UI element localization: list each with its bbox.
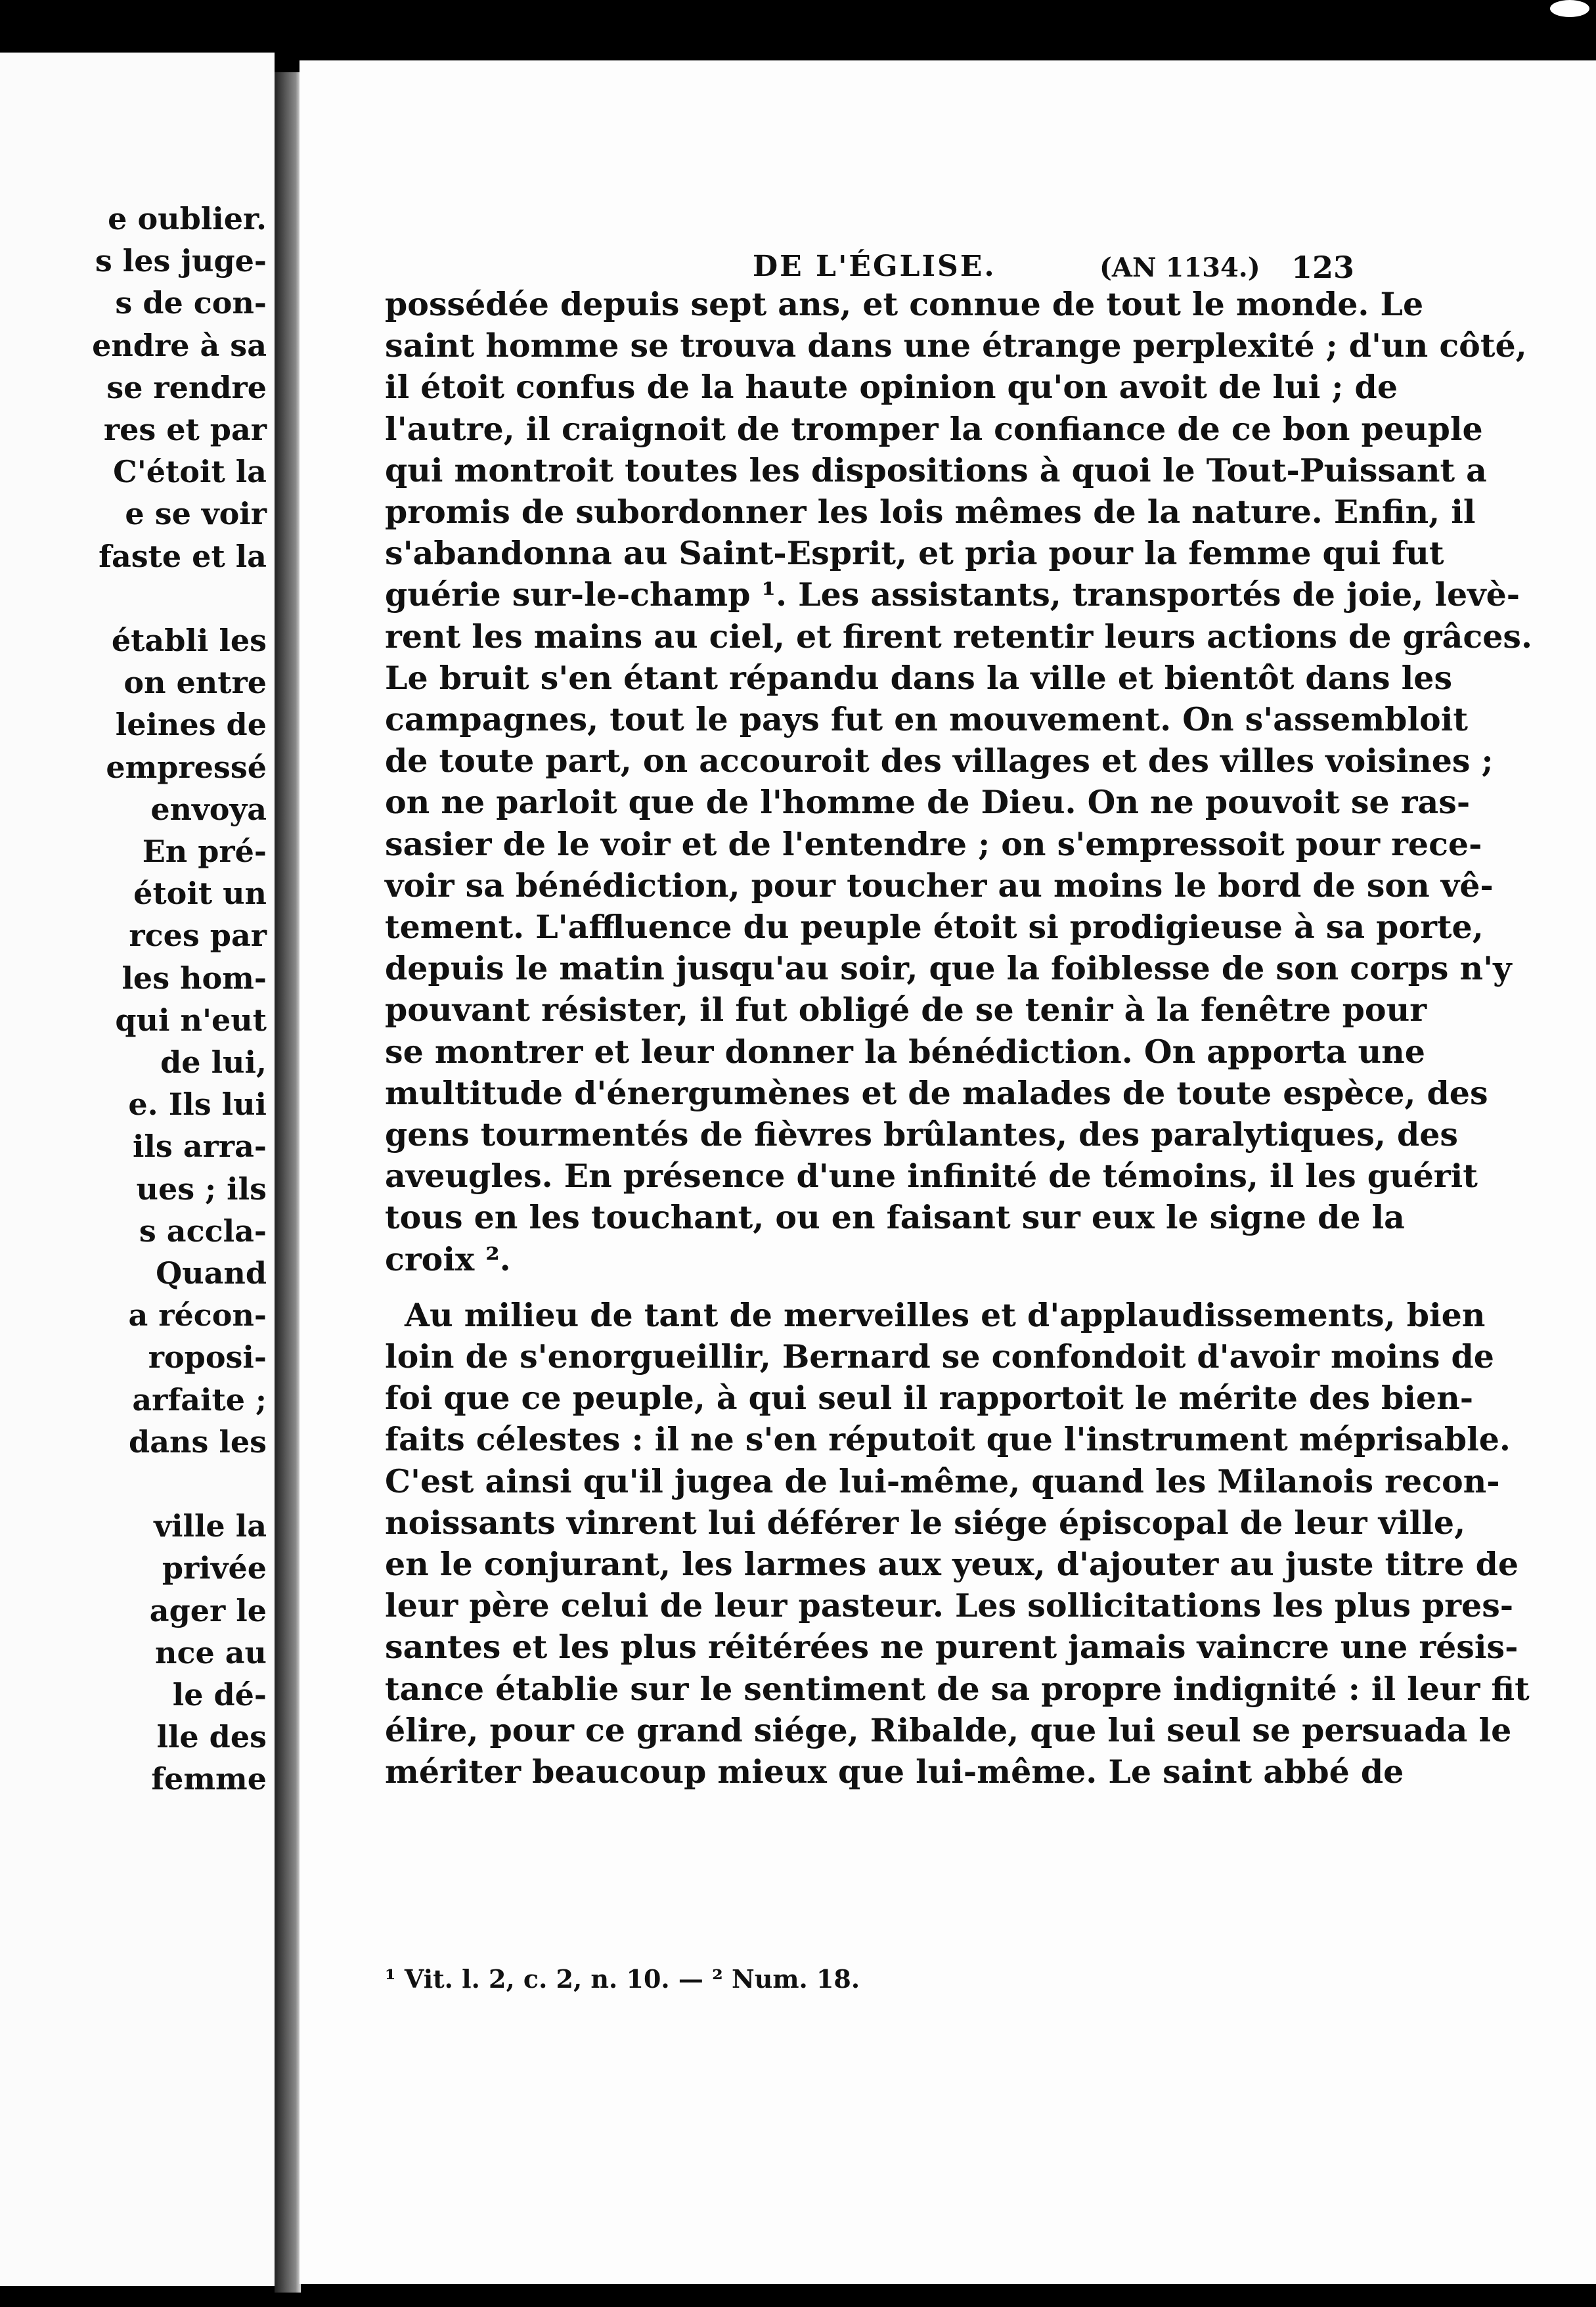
body-line: tance établie sur le sentiment de sa propre indignité : il leur fit — [385, 1669, 1530, 1708]
left-page-line: rces par — [129, 918, 267, 954]
left-page-line: on entre — [123, 665, 267, 701]
body-line: Au milieu de tant de merveilles et d'applaudissements, bien — [405, 1295, 1486, 1334]
left-page-line: s accla- — [139, 1213, 267, 1249]
body-line: santes et les plus réitérées ne purent jamais vaincre une résis- — [385, 1628, 1518, 1667]
left-page-line: le dé- — [172, 1677, 267, 1713]
left-page-line: faste et la — [99, 538, 267, 574]
body-line: il étoit confus de la haute opinion qu'on avoit de lui ; de — [385, 368, 1398, 407]
body-line: noissants vinrent lui déférer le siége épiscopal de leur ville, — [385, 1503, 1466, 1542]
body-line: mériter beaucoup mieux que lui-même. Le saint abbé de — [385, 1753, 1404, 1791]
body-line: tous en les touchant, ou en faisant sur eux le signe de la — [385, 1198, 1405, 1237]
body-line: croix ². — [385, 1240, 511, 1278]
body-line: foi que ce peuple, à qui seul il rapportoit le mérite des bien- — [385, 1379, 1474, 1418]
left-page-fragment — [0, 53, 275, 2286]
left-page-line: établi les — [111, 623, 267, 658]
left-page-line: les hom- — [122, 960, 267, 996]
body-line: qui montroit toutes les dispositions à quoi le Tout-Puissant a — [385, 451, 1487, 489]
left-page-line: ville la — [154, 1508, 267, 1544]
left-page-line: res et par — [103, 412, 267, 447]
left-page-line: roposi- — [148, 1339, 267, 1376]
book-gutter — [275, 72, 301, 2293]
body-line: pouvant résister, il fut obligé de se tenir à la fenêtre pour — [385, 991, 1427, 1029]
body-line: possédée depuis sept ans, et connue de tout le monde. Le — [385, 285, 1424, 323]
body-line: rent les mains au ciel, et firent retentir leurs actions de grâces. — [385, 617, 1533, 656]
left-page-line: empressé — [106, 749, 267, 785]
body-line: tement. L'affluence du peuple étoit si prodigieuse à sa porte, — [385, 908, 1484, 946]
header-title: DE L'ÉGLISE. — [753, 250, 996, 283]
body-line: aveugles. En présence d'une infinité de témoins, il les guérit — [385, 1157, 1478, 1196]
body-line: multitude d'énergumènes et de malades de toute espèce, des — [385, 1073, 1488, 1112]
body-line: faits célestes : il ne s'en réputoit que l'instrument méprisable. — [385, 1420, 1511, 1459]
left-page-line: s de con- — [115, 285, 267, 321]
body-line: on ne parloit que de l'homme de Dieu. On ne pouvoit se ras- — [385, 783, 1471, 822]
left-page-line: arfaite ; — [132, 1381, 267, 1418]
left-page-line: e oublier. — [108, 201, 267, 236]
left-page-line: ils arra- — [132, 1129, 267, 1165]
body-line: l'autre, il craignoit de tromper la confiance de ce bon peuple — [385, 409, 1483, 448]
left-page-line: C'étoit la — [113, 454, 267, 490]
left-page-line: étoit un — [133, 876, 267, 912]
body-line: gens tourmentés de fièvres brûlantes, des paralytiques, des — [385, 1115, 1458, 1154]
body-line: guérie sur-le-champ ¹. Les assistants, transportés de joie, levè- — [385, 575, 1520, 614]
left-page-line: privée — [162, 1550, 267, 1586]
body-line: C'est ainsi qu'il jugea de lui-même, quand les Milanois recon- — [385, 1462, 1500, 1500]
left-page-line: e. Ils lui — [128, 1086, 267, 1123]
body-line: Le bruit s'en étant répandu dans la ville et bientôt dans les — [385, 658, 1453, 697]
body-line: s'abandonna au Saint-Esprit, et pria pour la femme qui fut — [385, 534, 1444, 573]
body-line: saint homme se trouva dans une étrange perplexité ; d'un côté, — [385, 326, 1527, 365]
left-page-line: ager le — [149, 1592, 267, 1628]
page-number: 123 — [1291, 250, 1355, 285]
running-header — [299, 250, 1596, 289]
body-line: en le conjurant, les larmes aux yeux, d'ajouter au juste titre de — [385, 1545, 1519, 1583]
left-page-line: e se voir — [125, 496, 267, 532]
left-page-line: s les juge- — [95, 243, 267, 279]
body-line: campagnes, tout le pays fut en mouvement. On s'assembloit — [385, 700, 1468, 738]
body-line: leur père celui de leur pasteur. Les sollicitations les plus pres- — [385, 1586, 1514, 1625]
body-line: sasier de le voir et de l'entendre ; on s'empressoit pour rece- — [385, 824, 1482, 863]
body-line: promis de subordonner les lois mêmes de la nature. Enfin, il — [385, 493, 1476, 531]
left-page-line: Quand — [156, 1255, 267, 1291]
body-line: se montrer et leur donner la bénédiction. On apporta une — [385, 1032, 1425, 1071]
header-year: (AN 1134.) — [1099, 252, 1260, 283]
left-page-line: de lui, — [160, 1044, 267, 1080]
footnote: ¹ Vit. l. 2, c. 2, n. 10. — ² Num. 18. — [385, 1964, 860, 1994]
body-line: élire, pour ce grand siége, Ribalde, que lui seul se persuada le — [385, 1711, 1512, 1749]
body-line: de toute part, on accouroit des villages et des villes voisines ; — [385, 742, 1494, 780]
left-page-line: En pré- — [142, 834, 267, 869]
left-page-line: lle des — [156, 1719, 267, 1755]
left-page-line: endre à sa — [92, 327, 267, 363]
left-page-line: a récon- — [128, 1297, 267, 1333]
left-page-line: leines de — [115, 707, 267, 743]
body-line: loin de s'enorgueillir, Bernard se confondoit d'avoir moins de — [385, 1337, 1494, 1376]
corner-mark — [1550, 0, 1589, 17]
left-page-line: envoya — [150, 791, 267, 827]
left-page-line: dans les — [129, 1423, 267, 1460]
body-line: voir sa bénédiction, pour toucher au moins le bord de son vê- — [385, 866, 1494, 905]
right-page — [299, 60, 1596, 2284]
left-page-line: qui n'eut — [115, 1002, 267, 1038]
left-page-line: ues ; ils — [136, 1171, 267, 1207]
left-page-line: se rendre — [106, 369, 267, 405]
left-page-line: femme — [151, 1761, 267, 1797]
left-page-line: nce au — [155, 1634, 267, 1670]
body-line: depuis le matin jusqu'au soir, que la foiblesse de son corps n'y — [385, 949, 1512, 988]
